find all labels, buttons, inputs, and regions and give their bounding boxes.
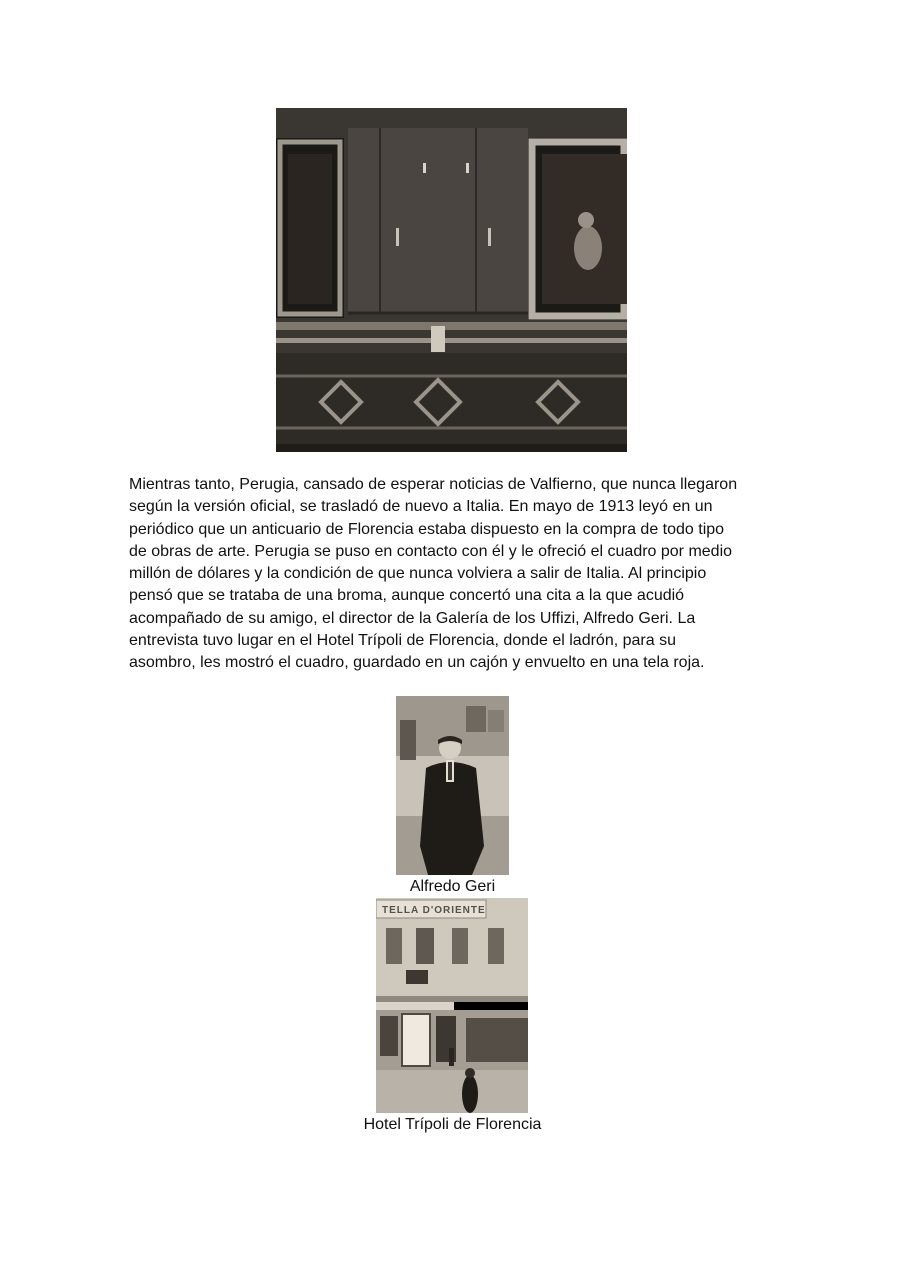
- portrait-illustration: [396, 696, 509, 875]
- empty-wall-photo: [276, 108, 627, 452]
- paragraph-line: periódico que un anticuario de Florencia estaba dispuesto en la compra de todo tipo: [129, 520, 725, 538]
- paragraph-line: millón de dólares y la condición de que nunca volviera a salir de Italia. Al principio: [129, 565, 707, 583]
- paragraph-line: Mientras tanto, Perugia, cansado de esperar noticias de Valfierno, que nunca llegaron: [129, 476, 738, 493]
- paragraph-line: según la versión oficial, se trasladó de nuevo a Italia. En mayo de 1913 leyó en un: [129, 498, 713, 516]
- hotel-tripoli-photo: [376, 898, 528, 1113]
- body-paragraph: [129, 474, 779, 675]
- alfredo-geri-photo: [396, 696, 509, 875]
- paragraph-line: asombro, les mostró el cuadro, guardado en un cajón y envuelto en una tela roja.: [129, 654, 705, 672]
- paragraph-line: pensó que se trataba de una broma, aunque concertó una cita a la que acudió: [129, 587, 685, 605]
- empty-wall-illustration: [276, 108, 627, 452]
- hotel-tripoli-caption: Hotel Trípoli de Florencia: [363, 1116, 542, 1133]
- hotel-sign-text: TELLA D'ORIENTE: [382, 905, 486, 916]
- hotel-facade-illustration: [376, 898, 528, 1113]
- paragraph-line: de obras de arte. Perugia se puso en contacto con él y le ofreció el cuadro por medio: [129, 542, 733, 560]
- paragraph-line: acompañado de su amigo, el director de la Galería de los Uffizi, Alfredo Geri. La: [129, 609, 696, 627]
- alfredo-geri-caption: Alfredo Geri: [409, 878, 496, 895]
- paragraph-line: entrevista tuvo lugar en el Hotel Trípoli de Florencia, donde el ladrón, para su: [129, 632, 676, 650]
